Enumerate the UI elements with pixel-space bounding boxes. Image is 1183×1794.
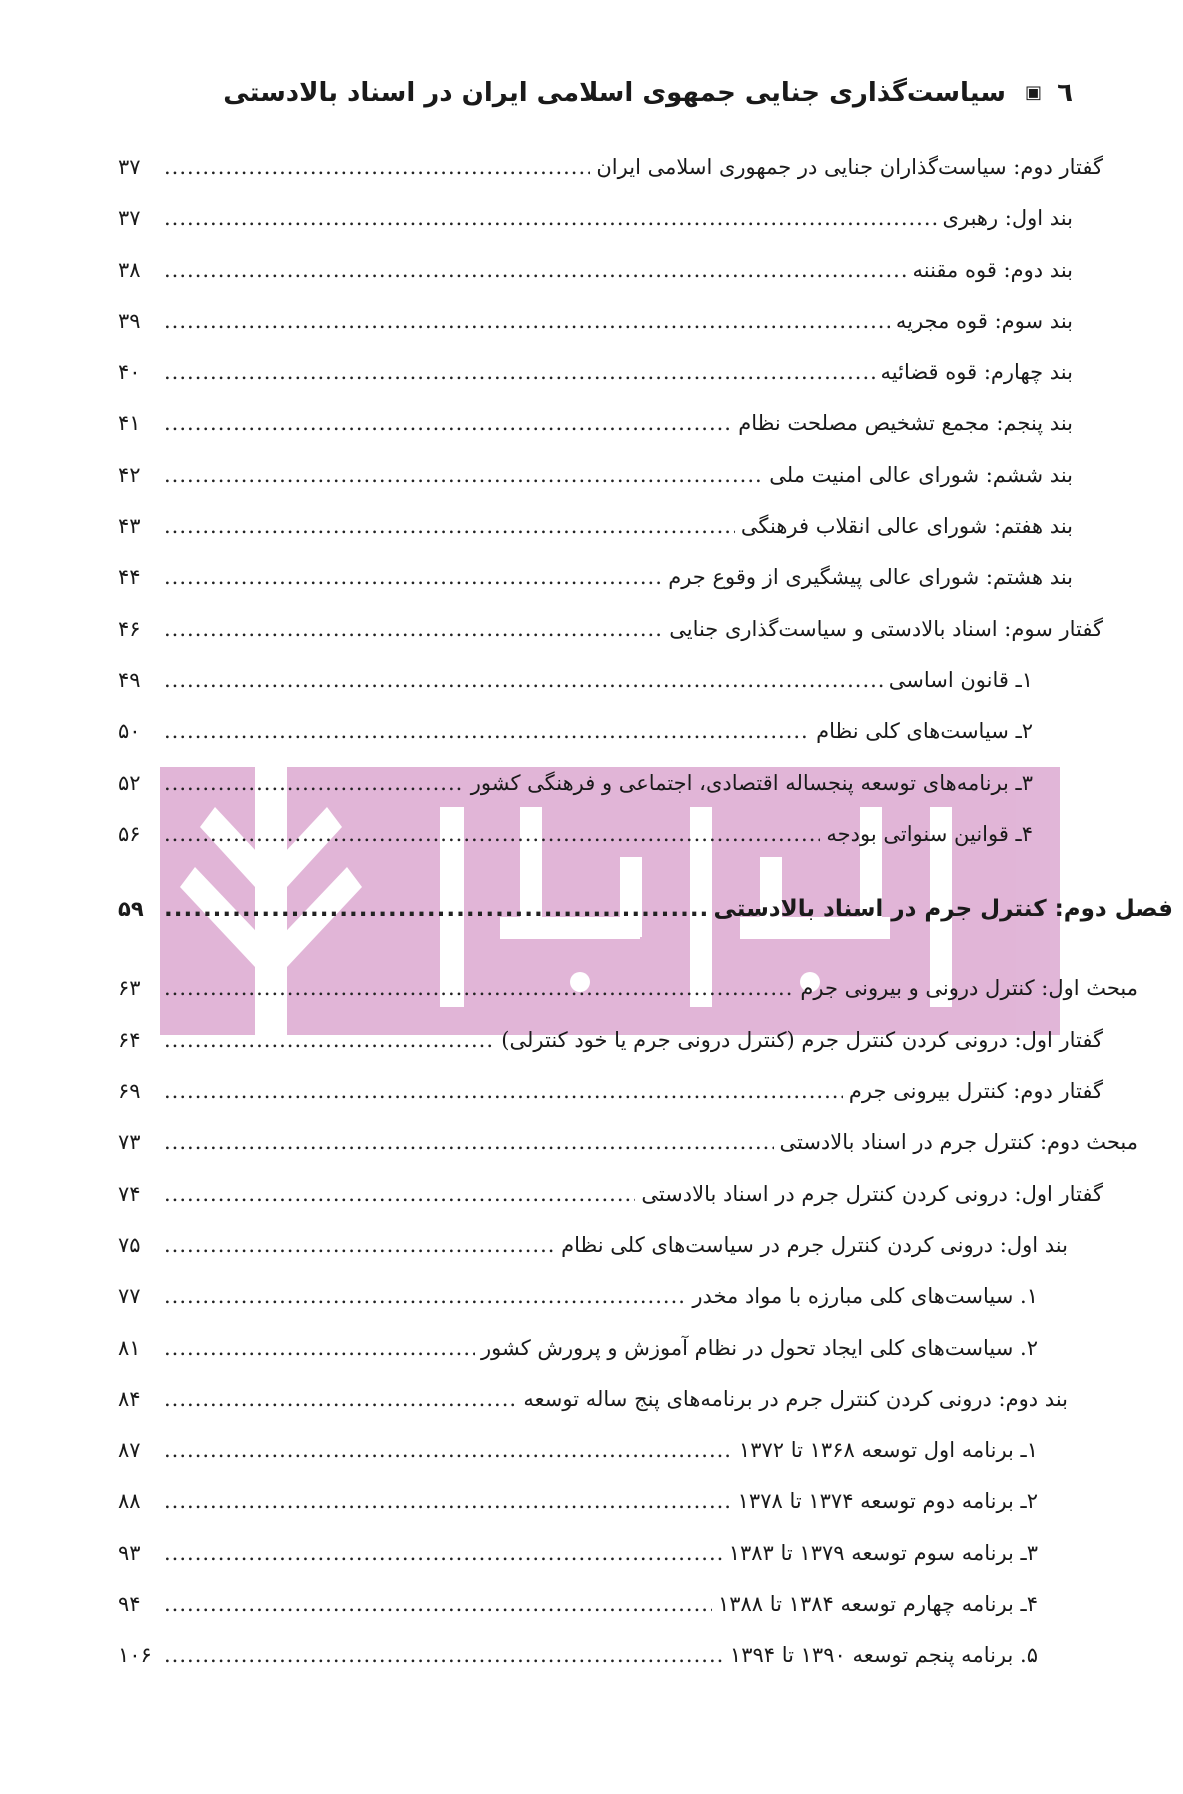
toc-leader [164,766,465,800]
toc-entry-page: ۶۳ [118,976,141,1001]
toc-entry-title: مبحث دوم: کنترل جرم در اسناد بالادستی [779,1130,1138,1155]
toc-entry-page: ۶۹ [118,1079,141,1104]
toc-entry-page: ۴۹ [118,667,141,692]
toc-entry [118,663,1103,714]
toc-entry-title: بند چهارم: قوه قضائیه [880,360,1073,385]
toc-entry-page: ۸۴ [118,1386,141,1411]
toc-leader [164,1484,732,1518]
toc-entry-page: ۴۶ [118,616,141,641]
toc-leader [164,1433,733,1467]
toc-entry-title: ۳ـ برنامه‌های توسعه پنجساله اقتصادی، اجتماعی و فرهنگی کشور [470,770,1033,795]
toc-entry-title: ۱. سیاست‌های کلی مبارزه با مواد مخدر [692,1284,1038,1309]
toc-entry [118,458,1103,509]
toc-entry-title: ۲ـ برنامه دوم توسعه ۱۳۷۴ تا ۱۳۷۸ [737,1489,1038,1514]
toc-entry-page: ۵۶ [118,821,141,846]
toc-entry-title: فصل دوم: کنترل جرم در اسناد بالادستی [713,896,1173,923]
header-title: سیاست‌گذاری جنایی جمهوی اسلامی ایران در اسناد بالادستی [223,78,1006,108]
toc-entry-page: ۳۹ [118,308,141,333]
toc-entry [118,1228,1103,1279]
toc-leader [164,1536,723,1570]
toc-entry-title: بند اول: رهبری [942,206,1073,231]
toc-leader [164,1074,843,1108]
toc-entry [118,817,1103,868]
toc-entry [118,304,1103,355]
toc-leader [164,971,794,1005]
toc-leader [164,612,663,646]
toc-leader [164,1331,475,1365]
toc-leader [164,1279,686,1313]
toc-leader [164,1023,495,1057]
toc-entry [118,1587,1103,1638]
toc-leader [164,714,810,748]
toc-entry-page: ۷۴ [118,1181,141,1206]
toc-entry-page: ۸۷ [118,1438,141,1463]
toc-leader [164,253,907,287]
toc-entry-title: بند هفتم: شورای عالی انقلاب فرهنگی [740,514,1073,539]
toc-entry-title: ۲ـ سیاست‌های کلی نظام [816,719,1033,744]
toc-entry [118,509,1103,560]
toc-entry-title: مبحث اول: کنترل درونی و بیرونی جرم [800,976,1138,1001]
toc-entry-page: ۵۹ [118,897,144,922]
toc-entry-title: ۳ـ برنامه سوم توسعه ۱۳۷۹ تا ۱۳۸۳ [728,1540,1038,1565]
toc-entry [118,1331,1103,1382]
toc-chapter-entry [118,892,1173,943]
toc-entry [118,1177,1103,1228]
toc-entry-title: بند ششم: شورای عالی امنیت ملی [769,462,1073,487]
toc-leader [164,1228,555,1262]
toc-entry-title: ۴ـ قوانین سنواتی بودجه [826,821,1033,846]
toc-entry-page: ۳۷ [118,206,141,231]
toc-entry-page: ۶۴ [118,1027,141,1052]
toc-entry-title: بند اول: درونی کردن کنترل جرم در سیاست‌های کلی نظام [561,1232,1068,1257]
toc-entry-title: گفتار سوم: اسناد بالادستی و سیاست‌گذاری جنایی [669,616,1103,641]
toc-entry-page: ۵۲ [118,770,141,795]
toc-entry [118,1023,1103,1074]
toc-entry-title: گفتار دوم: سیاست‌گذاران جنایی در جمهوری اسلامی ایران [596,155,1103,179]
toc-leader [164,560,662,594]
toc-entry-title: ۴ـ برنامه چهارم توسعه ۱۳۸۴ تا ۱۳۸۸ [717,1592,1038,1617]
toc-entry-title: ۲. سیاست‌های کلی ایجاد تحول در نظام آموزش و پرورش کشور [481,1335,1038,1360]
toc-entry-title: گفتار اول: درونی کردن کنترل جرم (کنترل درونی جرم یا خود کنترلی) [501,1027,1103,1052]
toc-entry-page: ۴۱ [118,411,141,436]
toc-entry [118,714,1103,765]
toc-leader [164,1587,712,1621]
toc-entry-page: ۸۸ [118,1489,141,1514]
header-page-number: ٦ [1057,78,1073,108]
toc-entry-page: ۱۰۶ [118,1643,152,1668]
toc-entry [118,355,1103,406]
page-header [150,78,1073,108]
toc-entry-page: ۳۷ [118,155,141,179]
toc-leader [164,304,890,338]
toc-leader [164,892,708,926]
toc-entry-page: ۵۰ [118,719,141,744]
toc-leader [164,201,937,235]
toc-leader [164,1177,635,1211]
toc-entry-title: بند پنجم: مجمع تشخیص مصلحت نظام [738,411,1073,436]
toc-entry [118,971,1138,1022]
toc-entry-title: گفتار اول: درونی کردن کنترل جرم در اسناد بالادستی [641,1181,1103,1206]
toc-entry-page: ۸۱ [118,1335,141,1360]
toc-entry-page: ۴۲ [118,462,141,487]
toc-entry [118,1125,1138,1176]
toc-entry [118,201,1103,252]
toc-leader [164,458,763,492]
toc-entry-page: ۴۳ [118,514,141,539]
toc-entry-title: بند سوم: قوه مجریه [895,308,1073,333]
toc-entry-page: ۴۰ [118,360,141,385]
toc-entry [118,560,1103,611]
toc-entry [118,1279,1103,1330]
toc-entry [118,1433,1103,1484]
toc-entry-page: ۹۴ [118,1592,141,1617]
toc-leader [164,817,820,851]
toc-entry-title: ۵. برنامه پنجم توسعه ۱۳۹۰ تا ۱۳۹۴ [729,1643,1038,1668]
toc-entry [118,1536,1103,1587]
toc-entry [118,612,1103,663]
toc-entry-page: ۷۷ [118,1284,141,1309]
toc-entry-title: گفتار دوم: کنترل بیرونی جرم [848,1079,1103,1104]
toc-leader [164,150,590,184]
toc-entry-page: ۴۴ [118,565,141,590]
header-square-icon: ▣ [1025,82,1043,103]
toc-leader [164,1125,774,1159]
toc-entry [118,766,1103,817]
toc-entry-title: بند دوم: قوه مقننه [912,257,1073,282]
toc-entry [118,1074,1103,1125]
toc-entry [118,150,1103,201]
toc-entry [118,1484,1103,1535]
toc-leader [164,355,875,389]
toc-entry [118,406,1103,457]
toc-leader [164,1638,724,1672]
toc-entry [118,1638,1103,1689]
toc-entry-page: ۷۳ [118,1130,141,1155]
toc-leader [164,509,735,543]
toc-entry [118,1382,1103,1433]
toc-leader [164,1382,517,1416]
toc-entry-page: ۳۸ [118,257,141,282]
toc-entry [118,253,1103,304]
toc-entry-title: ۱ـ برنامه اول توسعه ۱۳۶۸ تا ۱۳۷۲ [738,1438,1038,1463]
toc-entry-title: بند هشتم: شورای عالی پیشگیری از وقوع جرم [668,565,1073,590]
toc-entry-title: ۱ـ قانون اساسی [888,667,1033,692]
toc-entry-page: ۹۳ [118,1540,141,1565]
toc-leader [164,406,732,440]
table-of-contents [118,150,1173,1690]
toc-entry-page: ۷۵ [118,1232,141,1257]
toc-leader [164,663,883,697]
toc-entry-title: بند دوم: درونی کردن کنترل جرم در برنامه‌های پنج ساله توسعه [523,1386,1068,1411]
